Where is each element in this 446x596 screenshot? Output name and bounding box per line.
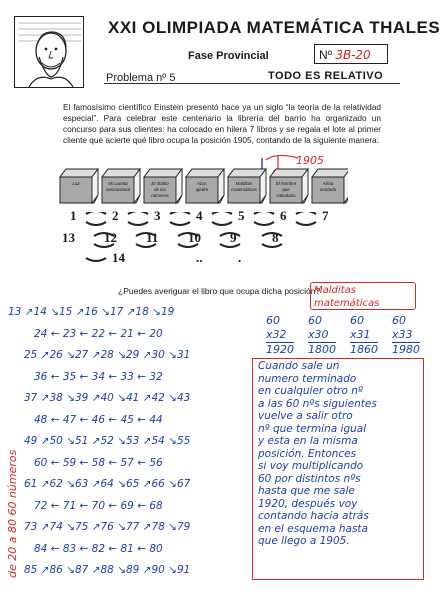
explanation-line: y esta en la misma [258,435,358,447]
multiplication-figure: 1860 [350,343,378,356]
multiplication-figure: 60 [266,314,280,327]
entry-number-box [314,44,388,64]
book-title: ajedre [195,187,209,192]
problem-statement: El famosísimo científico Einstein presentó hace ya un siglo “la teoría de la relatividad especial”. Para celebrar este centenario la librería del barrio ha organizado un concurso para sus clientes: ha colocado en hilera 7 libros y se regala el lote al primer cliente que acierte qué libro ocupa la posición 1905, contando de la siguiente manera: [63,102,381,145]
books-drawing [58,163,348,213]
book-title: sensacional [106,187,130,192]
book-5 [228,169,266,203]
book-title: El hombre [275,181,297,186]
book-title: Mi cuento [108,181,128,186]
multiplication-figure: 1800 [308,343,336,356]
thales-logo [14,16,84,88]
thales-portrait-icon [15,17,84,88]
book-title: Malditas [235,181,253,186]
explanation-line: 60 por distintos nºs [258,472,361,485]
count-number: 13 [62,230,75,245]
count-number: . [238,250,242,265]
explanation-line: posición. Entonces [258,447,357,460]
count-number: 1 [70,208,77,223]
book-3 [144,169,182,203]
multiplication-figure: x32 [266,328,287,341]
book-title: anotada [319,187,337,192]
count-number: 6 [280,208,287,223]
question-text: ¿Puedes averiguar el libro que ocupa dicha posición? [118,286,321,296]
book-6 [270,169,308,203]
entry-number-value: 3B-20 [335,48,371,62]
count-number: 10 [188,230,201,245]
multiplication-figure: 1980 [392,343,420,356]
count-number: 12 [104,230,117,245]
handwritten-row: 24 ← 23 ← 22 ← 21 ← 20 [34,327,163,340]
count-number: 14 [112,250,125,265]
book-title: de los [153,187,167,192]
handwritten-row: 61 ↗62 ↘63 ↗64 ↘65 ↗66 ↘67 [24,478,191,490]
book-title: Alicia [322,181,334,186]
explanation-line: contando hacia atrás [258,510,369,522]
multiplication-figure: 60 [308,314,322,327]
multiplications [256,314,432,358]
books-row [58,163,348,213]
book-title: Azar, [196,181,208,186]
handwritten-row: 72 ← 71 ← 70 ← 69 ← 68 [34,499,163,512]
multiplication-figure: x31 [350,328,371,341]
explanation-line: Cuando sale un [258,360,340,372]
book-title: Luz [72,181,80,186]
handwritten-row: 84 ← 83 ← 82 ← 81 ← 80 [34,542,163,555]
book-title: números [151,193,169,198]
problem-number: Problema nº 5 [106,72,176,84]
multiplication-figure: x30 [308,328,329,341]
phase-label: Fase Provincial [188,50,269,62]
explanation-text [258,360,424,548]
handwritten-row: 73 ↗74 ↘75 ↗76 ↘77 ↗78 ↘79 [24,521,191,533]
book-7 [312,169,348,203]
handwritten-row: 85 ↗86 ↘87 ↗88 ↘89 ↗90 ↘91 [24,564,191,576]
explanation-line: a las 60 nºs siguientes [258,397,377,410]
problem-topic: TODO ES RELATIVO [268,70,384,82]
count-number: 2 [112,208,119,223]
answer-box: Malditas matemáticas [310,282,416,310]
handwritten-row: 60 ← 59 ← 58 ← 57 ← 56 [34,456,163,469]
handwritten-row: 37 ↗38 ↘39 ↗40 ↘41 ↗42 ↘43 [24,392,191,404]
count-number: 3 [154,208,161,223]
explanation-line: en cualquier otro nº [258,385,363,397]
explanation-line: numero terminado [258,372,357,385]
count-number: 9 [230,230,237,245]
multiplication-figure: 60 [392,314,406,327]
handwritten-row: 48 ← 47 ← 46 ← 45 ← 44 [34,413,163,426]
explanation-line: 1920, después voy [258,497,358,510]
page-title: XXI OLIMPIADA MATEMÁTICA THALES [108,18,441,37]
explanation-line: si voy multiplicando [258,460,364,472]
book-2 [102,169,140,203]
book-4 [186,169,224,203]
book-title: que [282,187,290,192]
count-number: 8 [272,230,279,245]
explanation-line: hasta que me sale [258,485,355,497]
count-number: 4 [196,208,203,223]
multiplication-figure: 60 [350,314,364,327]
handwritten-row: 25 ↗26 ↘27 ↗28 ↘29 ↗30 ↘31 [24,349,191,361]
side-note-text: de 20 a 80 60 números [6,449,19,578]
count-number: 5 [238,208,245,223]
multiplication-figure: x33 [392,328,413,341]
handwritten-row: 36 ← 35 ← 34 ← 33 ← 32 [34,370,163,383]
multiplication-figure: 1920 [266,343,294,356]
book-1 [60,169,98,203]
number-label: Nº [319,48,333,62]
counting-scheme [62,208,370,282]
count-number: 11 [146,230,159,245]
book-title: matemáticas [231,187,257,192]
explanation-line: que llego a 1905. [258,535,350,547]
annotation-1905: 1905 [296,154,324,167]
count-number: 7 [322,208,329,223]
count-number: .. [196,250,203,265]
handwritten-row: 13 ↗14 ↘15 ↗16 ↘17 ↗18 ↘19 [8,306,175,318]
handwritten-row: 49 ↗50 ↘51 ↗52 ↘53 ↗54 ↘55 [24,435,191,447]
header-divider [104,83,400,84]
book-title: El diablo [151,181,169,186]
explanation-line: en el esquema hasta [258,522,368,535]
book-title: calculaba [276,193,296,198]
explanation-line: nº que termina igual [258,422,367,435]
explanation-line: vuelve a salir otro [258,410,353,422]
